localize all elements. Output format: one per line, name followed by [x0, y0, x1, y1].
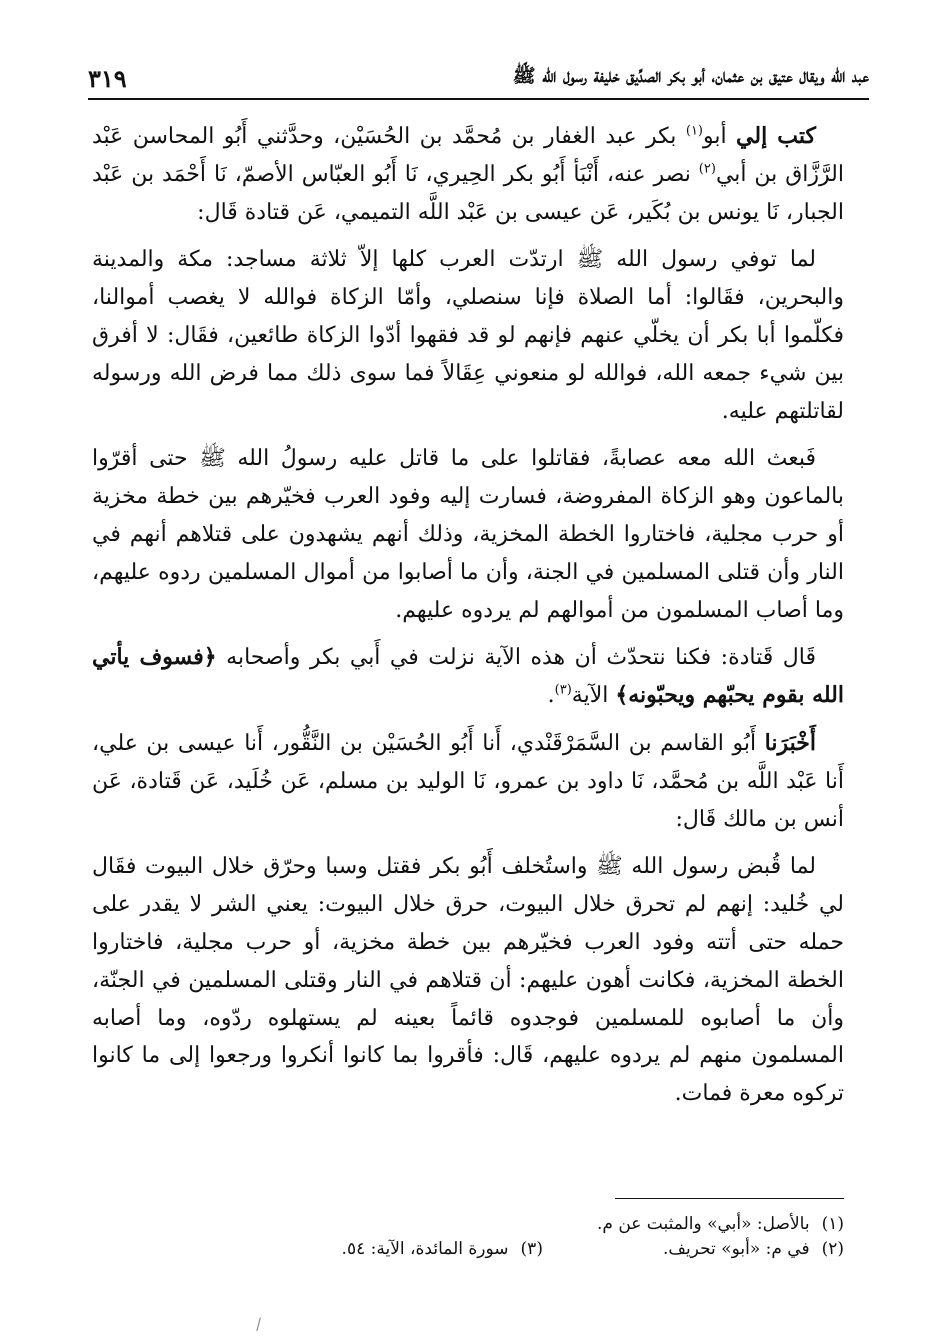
- scan-mark: [256, 1317, 266, 1332]
- footnote-text: بالأصل: «أبي» والمثبت عن م.: [596, 1214, 810, 1234]
- paragraph-khulayd: لما قُبض رسول الله ﷺ واستُخلف أَبُو بكر فقتل وسبا وحرّق خلال البيوت فقَال لي خُليد: إنهم لم تحرق خلال البيوت، حرق خلال البيوت: يعني الشر لا يقدر على حمله حتى أتته وفود العرب فخيّرهم بين خطة مخزية، أو حرب مجلية، فاختاروا الخطة المخزية، فكانت أهون عليهم: أن قتلاهم في النار وقتلى المسلمين في الجنّة، وأن ما أصابوه للمسلمين فوجدوه قائماً بعينه لم يستهلوه ردّوه، وما أصابه المسلمون منهم لم يردوه عليهم، قَال: فأقروا بما كانوا أنكروا ورجعوا إلى ما كانوا تركوه معرة فمات.: [92, 854, 844, 1107]
- footnote-row: [92, 1237, 844, 1262]
- footnote-ref-1: (١): [685, 123, 703, 139]
- paragraph-text: قَال قَتادة: فكنا نتحدّث أن هذه الآية نزلت في أَبي بكر وأصحابه: [216, 645, 816, 671]
- footnote-number: (٣): [520, 1239, 543, 1259]
- footnote-rule: [615, 1198, 844, 1199]
- paragraph-text: .: [547, 683, 555, 709]
- paragraph-isnad-1: [92, 118, 844, 231]
- footnote-text: سورة المائدة، الآية: ٥٤.: [341, 1239, 509, 1259]
- footnote-3: [342, 1237, 543, 1262]
- paragraph-text: أَبُو القاسم بن السَّمَرْقَنْدي، أَنا أَبُو الحُسَيْن بن النَّقُّور، أَنا عيسى بن علي، أَنا عَبْد اللَّه بن مُحمَّد، نَا داود بن عمرو، نَا الوليد بن مسلم، عَن خُلَيد، عَن قَتادة، عَن أنس بن مالك قَال:: [92, 730, 844, 832]
- footnote-number: (٢): [821, 1239, 844, 1259]
- paragraph-text: نصر عنه، أَنْبَأ أَبُو بكر الحِيري، نَا أَبُو العبّاس الأصمّ، نَا أَحْمَد بن عَبْد الجبار، نَا يونس بن بُكَير، عَن عيسى بن عَبْد اللَّه التميمي، عَن قتادة قَال:: [92, 161, 844, 225]
- footnote-2: [663, 1237, 844, 1262]
- footnote-ref-2: (٢): [698, 161, 716, 177]
- running-title: عبد الله ويقال عتيق بن عثمان، أبو بكر الصدِّيق خليفة رسول الله ﷺ: [512, 65, 869, 87]
- header-rule: [88, 98, 869, 100]
- paragraph-qatada: [92, 639, 844, 715]
- isnad-lead: كتب إلي: [736, 123, 816, 149]
- paragraph-text: بكر عبد الغفار بن مُحمَّد بن الحُسَيْن، وحدَّثني أَبُو المحاسن عَبْد الرَّزَّاق بن أبي: [92, 124, 844, 187]
- footnote-row: [92, 1212, 844, 1237]
- paragraph-expedition: فَبعث الله معه عصابةً، فقاتلوا على ما قاتل عليه رسولُ الله ﷺ حتى أقرّوا بالماعون وهو الزكاة المفروضة، فسارت إليه وفود العرب فخيّرهم بين خطة مخزية أو حرب مجلية، فاختاروا الخطة المخزية، وذلك أنهم يشهدون على قتلاهم أنهم في النار وأن قتلى المسلمين في الجنة، وأن ما أصابوا من أموال المسلمين ردوه عليهم، وما أصاب المسلمون من أموالهم لم يردوه عليهم.: [92, 446, 845, 623]
- page-number: ٣١٩: [88, 63, 127, 93]
- quran-verse: ﴿فسوف يأتي الله بقوم يحبّهم ويحبّونه﴾: [92, 644, 844, 709]
- footnote-text: في م: «أبو» تحريف.: [662, 1239, 810, 1259]
- isnad-lead: أَخْبَرَنا: [764, 729, 816, 756]
- page-header: [88, 58, 869, 98]
- paragraph-text: أبو: [703, 124, 737, 149]
- page-body: [92, 118, 844, 1123]
- footnote-ref-3: (٣): [554, 682, 572, 698]
- paragraph-isnad-2: [92, 725, 844, 838]
- footnotes: [92, 1212, 844, 1262]
- paragraph-riddah: لما توفي رسول الله ﷺ ارتدّت العرب كلها إلاّ ثلاثة مساجد: مكة والمدينة والبحرين، فقَالوا: أما الصلاة فإنا سنصلي، وأمّا الزكاة فوالله لا يغصب أموالنا، فكلّموا أبا بكر أن يخلّي عنهم فإنهم لو قد فقهوا أدّوا الزكاة طائعين، فقَال: لا أفرق بين شيء جمعه الله، فوالله لو منعوني عِقَالاً فما سوى ذلك مما فرض الله ورسوله لقاتلتهم عليه.: [92, 247, 844, 424]
- footnote-1: [597, 1212, 844, 1237]
- footnote-number: (١): [821, 1214, 844, 1234]
- paragraph-text: الآية: [571, 683, 616, 709]
